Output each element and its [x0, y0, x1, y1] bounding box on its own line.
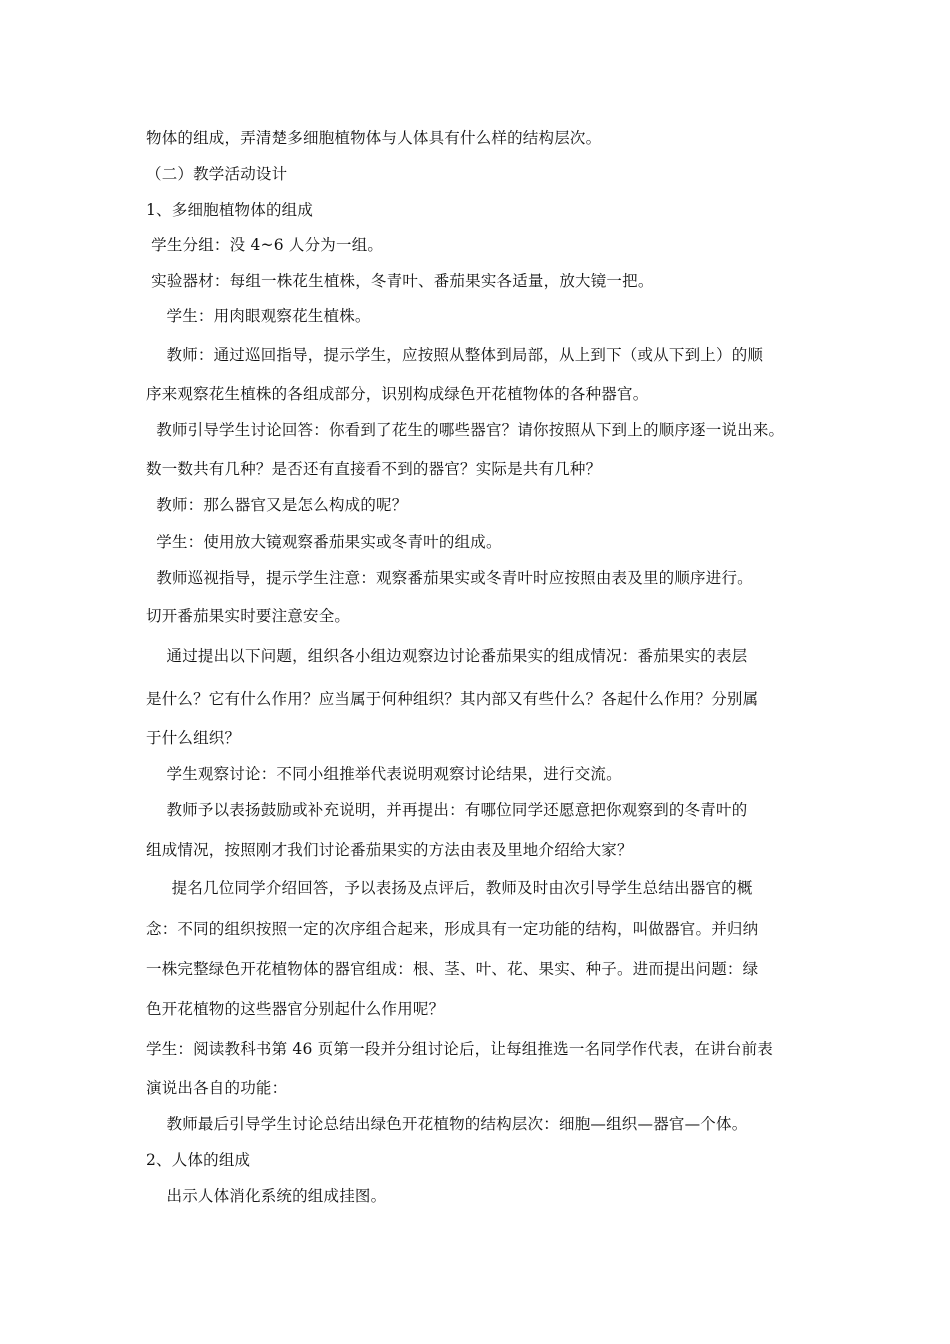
text-line: 切开番茄果实时要注意安全。: [146, 607, 351, 625]
subsection-heading: 2、人体的组成: [146, 1151, 251, 1169]
subsection-heading: 1、多细胞植物体的组成: [146, 201, 314, 219]
text-line: 学生观察讨论：不同小组推举代表说明观察讨论结果，进行交流。: [146, 765, 622, 783]
text-line: 序来观察花生植株的各组成部分，识别构成绿色开花植物体的各种器官。: [146, 385, 649, 403]
text-line: 教师：通过巡回指导，提示学生，应按照从整体到局部，从上到下（或从下到上）的顺: [146, 346, 764, 364]
text-line: 一株完整绿色开花植物体的器官组成：根、茎、叶、花、果实、种子。进而提出问题：绿: [146, 960, 759, 978]
text-line: 物体的组成，弄清楚多细胞植物体与人体具有什么样的结构层次。: [146, 129, 602, 147]
text-line: 演说出各自的功能：: [146, 1079, 288, 1097]
text-line: 数一数共有几种？是否还有直接看不到的器官？实际是共有几种？: [146, 460, 602, 478]
text-line: 实验器材：每组一株花生植株，冬青叶、番茄果实各适量，放大镜一把。: [146, 272, 654, 290]
text-line: 教师予以表扬鼓励或补充说明，并再提出：有哪位同学还愿意把你观察到的冬青叶的: [146, 801, 748, 819]
text-line: 教师最后引导学生讨论总结出绿色开花植物的结构层次：细胞—组织—器官—个体。: [146, 1115, 748, 1133]
text-line: 学生：使用放大镜观察番茄果实或冬青叶的组成。: [146, 533, 502, 551]
text-line: 学生分组：没 4~6 人分为一组。: [146, 236, 384, 254]
text-line: 通过提出以下问题，组织各小组边观察边讨论番茄果实的组成情况：番茄果实的表层: [146, 647, 748, 665]
text-line: 教师巡视指导，提示学生注意：观察番茄果实或冬青叶时应按照由表及里的顺序进行。: [146, 569, 753, 587]
text-line: 组成情况，按照刚才我们讨论番茄果实的方法由表及里地介绍给大家？: [146, 841, 633, 859]
text-line: 念：不同的组织按照一定的次序组合起来，形成具有一定功能的结构，叫做器官。并归纳: [146, 920, 759, 938]
text-line: 是什么？它有什么作用？应当属于何种组织？其内部又有些什么？各起什么作用？分别属: [146, 690, 759, 708]
section-heading: （二）教学活动设计: [146, 165, 288, 183]
text-line: 教师：那么器官又是怎么构成的呢？: [146, 496, 408, 514]
text-line: 于什么组织？: [146, 729, 241, 747]
text-line: 色开花植物的这些器官分别起什么作用呢？: [146, 1000, 445, 1018]
text-line: 提名几位同学介绍回答，予以表扬及点评后，教师及时由次引导学生总结出器官的概: [146, 879, 753, 897]
text-line: 出示人体消化系统的组成挂图。: [146, 1187, 387, 1205]
text-line: 教师引导学生讨论回答：你看到了花生的哪些器官？请你按照从下到上的顺序逐一说出来。: [146, 421, 785, 439]
text-line: 学生：阅读教科书第 46 页第一段并分组讨论后，让每组推选一名同学作代表，在讲台前表: [146, 1040, 773, 1058]
text-line: 学生：用肉眼观察花生植株。: [146, 307, 371, 325]
